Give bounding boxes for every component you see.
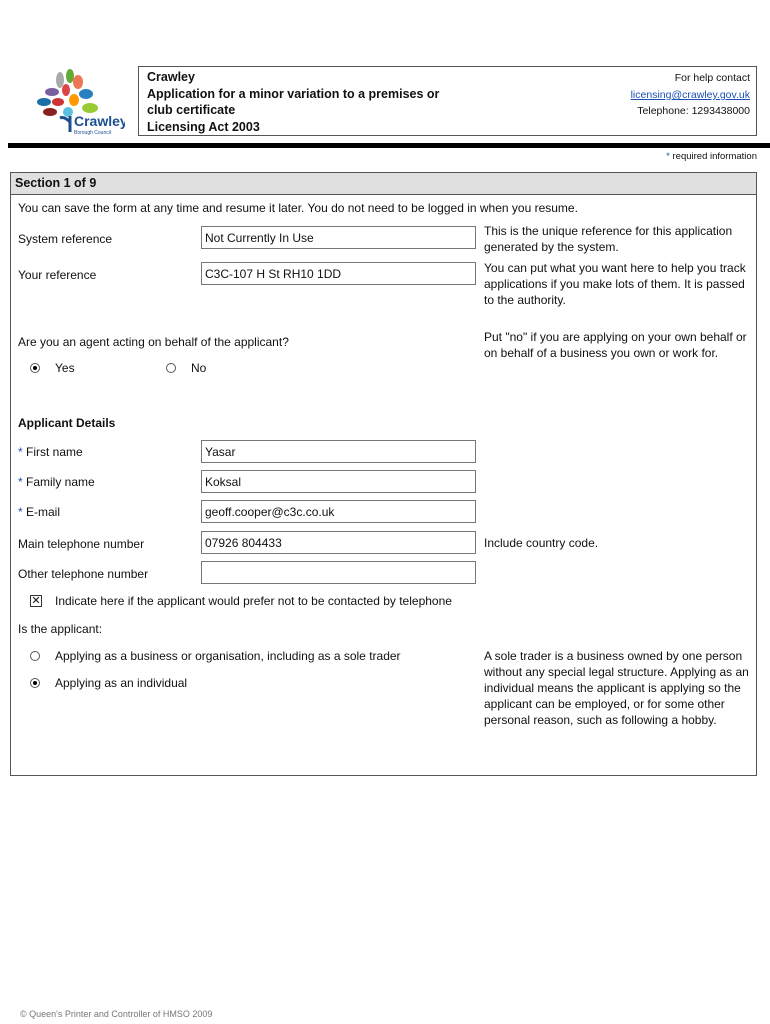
first-name-label: * First name bbox=[18, 445, 83, 459]
no-phone-checkbox[interactable]: ✕ bbox=[31, 595, 41, 607]
svg-text:Crawley: Crawley bbox=[74, 113, 125, 129]
your-reference-help: You can put what you want here to help you track applications if you make lots of them. It is passed to the authority. bbox=[484, 261, 746, 307]
family-name-label: * Family name bbox=[18, 475, 95, 489]
first-name-field[interactable]: Yasar bbox=[201, 440, 476, 463]
no-phone-label: Indicate here if the applicant would prefer not to be contacted by telephone bbox=[55, 594, 452, 608]
intro-text: You can save the form at any time and resume it later. You do not need to be logged in when you resume. bbox=[18, 201, 578, 215]
applicant-details-heading: Applicant Details bbox=[18, 416, 116, 430]
applicant-type-help: A sole trader is a business owned by one person without any special legal structure. Applying as an individual means the applicant is applying so the applicant can be employed, or for some other personal reason, such as following a hobby. bbox=[484, 649, 749, 727]
main-phone-field[interactable]: 07926 804433 bbox=[201, 531, 476, 554]
org-name: Crawley bbox=[147, 70, 195, 84]
agent-no-label: No bbox=[191, 361, 207, 375]
agent-yes-label: Yes bbox=[55, 361, 75, 375]
svg-text:Borough Council: Borough Council bbox=[74, 130, 111, 136]
system-reference-label: System reference bbox=[18, 232, 113, 246]
business-radio[interactable] bbox=[30, 651, 40, 661]
agent-help: Put "no" if you are applying on your own behalf or on behalf of a business you own or work for. bbox=[484, 330, 747, 360]
copyright-footer: © Queen's Printer and Controller of HMSO 2009 bbox=[20, 1009, 213, 1019]
other-phone-label: Other telephone number bbox=[18, 567, 149, 581]
form-title-line1: Application for a minor variation to a premises or bbox=[147, 87, 440, 101]
your-reference-field[interactable]: C3C-107 H St RH10 1DD bbox=[201, 262, 476, 285]
crawley-logo bbox=[30, 68, 125, 138]
help-email-link[interactable]: licensing@crawley.gov.uk bbox=[630, 89, 750, 101]
system-reference-field[interactable]: Not Currently In Use bbox=[201, 226, 476, 249]
act-name: Licensing Act 2003 bbox=[147, 120, 260, 134]
section-title: Section 1 of 9 bbox=[10, 172, 757, 195]
individual-label: Applying as an individual bbox=[55, 676, 188, 690]
help-telephone: Telephone: 1293438000 bbox=[637, 105, 750, 117]
email-label: * E-mail bbox=[18, 505, 61, 519]
header-divider bbox=[8, 143, 770, 148]
email-field[interactable]: geoff.cooper@c3c.co.uk bbox=[201, 500, 476, 523]
applicant-type-question: Is the applicant: bbox=[18, 622, 103, 636]
main-phone-help: Include country code. bbox=[484, 536, 599, 550]
agent-no-radio[interactable] bbox=[166, 363, 176, 373]
system-reference-help: This is the unique reference for this application generated by the system. bbox=[484, 224, 733, 254]
agent-yes-radio[interactable] bbox=[30, 363, 40, 373]
required-note bbox=[666, 151, 757, 162]
other-phone-field[interactable] bbox=[201, 561, 476, 584]
business-label: Applying as a business or organisation, including as a sole trader bbox=[55, 649, 401, 663]
family-name-field[interactable]: Koksal bbox=[201, 470, 476, 493]
header-box bbox=[138, 66, 757, 136]
required-text: required information bbox=[672, 151, 757, 162]
main-phone-label: Main telephone number bbox=[18, 537, 145, 551]
required-star: * bbox=[666, 151, 670, 162]
form-title-line2: club certificate bbox=[147, 103, 236, 117]
individual-radio[interactable] bbox=[30, 678, 40, 688]
agent-question: Are you an agent acting on behalf of the applicant? bbox=[18, 335, 289, 349]
your-reference-label: Your reference bbox=[18, 268, 97, 282]
help-label: For help contact bbox=[674, 72, 750, 84]
